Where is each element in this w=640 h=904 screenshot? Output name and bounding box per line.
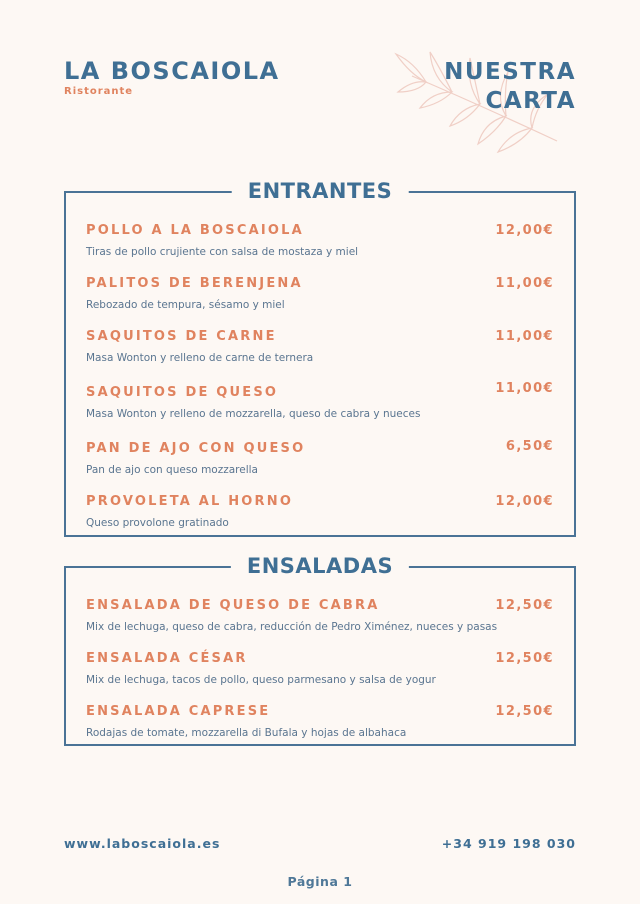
item-name: SAQUITOS DE QUESO <box>86 385 279 400</box>
menu-item <box>86 704 554 740</box>
menu-title-line1: NUESTRA <box>444 59 576 85</box>
brand <box>64 56 280 97</box>
item-description: Rebozado de tempura, sésamo y miel <box>86 299 285 311</box>
menu-item <box>86 381 554 421</box>
item-description: Tiras de pollo crujiente con salsa de mostaza y miel <box>86 246 359 258</box>
item-name: PALITOS DE BERENJENA <box>86 276 303 291</box>
item-name: SAQUITOS DE CARNE <box>86 329 277 344</box>
item-name: ENSALADA DE QUESO DE CABRA <box>86 598 380 613</box>
menu-item <box>86 494 554 530</box>
menu-item <box>86 223 554 259</box>
item-price: 12,00€ <box>495 223 554 238</box>
menu-item <box>86 651 554 687</box>
item-description: Mix de lechuga, queso de cabra, reducción de Pedro Ximénez, nueces y pasas <box>86 621 498 633</box>
item-description: Masa Wonton y relleno de mozzarella, queso de cabra y nueces <box>86 408 421 420</box>
menu-item <box>86 441 554 477</box>
section-title: ENTRANTES <box>232 176 409 206</box>
item-price: 12,50€ <box>495 704 554 719</box>
menu-item <box>86 329 554 365</box>
item-price: 11,00€ <box>495 381 554 396</box>
item-price: 12,00€ <box>495 494 554 509</box>
item-name: PAN DE AJO CON QUESO <box>86 441 306 456</box>
item-description: Queso provolone gratinado <box>86 517 229 529</box>
item-price: 12,50€ <box>495 598 554 613</box>
item-name: PROVOLETA AL HORNO <box>86 494 294 509</box>
brand-subtitle: Ristorante <box>64 86 134 97</box>
section-ensaladas <box>64 554 576 746</box>
item-description: Pan de ajo con queso mozzarella <box>86 464 258 476</box>
item-price: 12,50€ <box>495 651 554 666</box>
brand-name: LA BOSCAIOLA <box>64 57 280 85</box>
item-name: POLLO A LA BOSCAIOLA <box>86 223 304 238</box>
item-price: 11,00€ <box>495 329 554 344</box>
page-number: Página 1 <box>287 874 353 889</box>
menu-item <box>86 276 554 312</box>
website-link[interactable]: www.laboscaiola.es <box>64 836 221 851</box>
section-entrantes <box>64 179 576 537</box>
menu-title-line2: CARTA <box>485 88 576 114</box>
menu-item <box>86 598 554 634</box>
item-price: 11,00€ <box>495 276 554 291</box>
section-title: ENSALADAS <box>231 551 409 581</box>
item-description: Masa Wonton y relleno de carne de ternera <box>86 352 314 364</box>
item-price: 6,50€ <box>505 439 554 454</box>
item-name: ENSALADA CAPRESE <box>86 704 271 719</box>
phone-number[interactable]: +34 919 198 030 <box>441 836 576 851</box>
item-description: Rodajas de tomate, mozzarella di Bufala y hojas de albahaca <box>86 727 407 739</box>
item-name: ENSALADA CÉSAR <box>86 651 248 666</box>
menu-title <box>444 58 576 116</box>
item-description: Mix de lechuga, tacos de pollo, queso parmesano y salsa de yogur <box>86 674 436 686</box>
